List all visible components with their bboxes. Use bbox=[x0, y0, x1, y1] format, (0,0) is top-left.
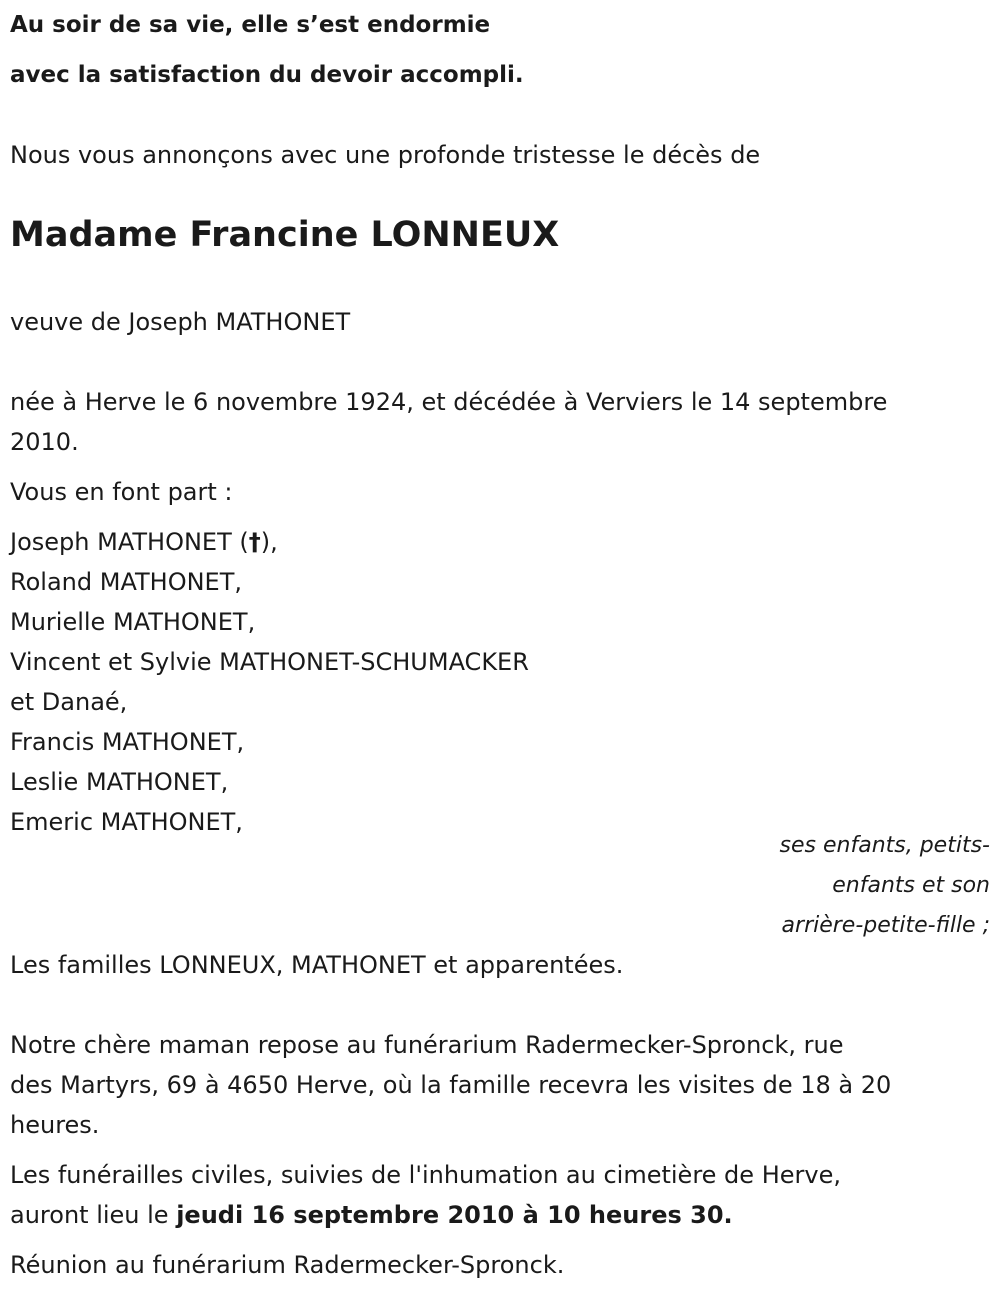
family-member-vincent: Vincent et Sylvie MATHONET-SCHUMACKER bbox=[10, 648, 529, 676]
announce-text: Vous en font part : bbox=[10, 478, 233, 506]
family-member-leslie: Leslie MATHONET, bbox=[10, 768, 229, 796]
family-member-francis: Francis MATHONET, bbox=[10, 728, 245, 756]
family-member-joseph-suffix: ), bbox=[260, 528, 278, 556]
family-member-joseph bbox=[10, 522, 278, 562]
funeral-line-1: Les funérailles civiles, suivies de l'inhumation au cimetière de Herve, bbox=[10, 1161, 841, 1189]
relation-line-2: enfants et son bbox=[832, 873, 990, 898]
dates-line-2: 2010. bbox=[10, 428, 79, 456]
funeral-line-2-prefix: auront lieu le bbox=[10, 1201, 177, 1229]
dagger-icon: † bbox=[248, 528, 261, 556]
families-text: Les familles LONNEUX, MATHONET et apparentées. bbox=[10, 951, 624, 979]
family-member-joseph-name: Joseph MATHONET ( bbox=[10, 528, 249, 556]
family-member-emeric: Emeric MATHONET, bbox=[10, 808, 243, 836]
meeting-text: Réunion au funérarium Radermecker-Spronck. bbox=[10, 1251, 565, 1279]
intro-text: Nous vous annonçons avec une profonde tristesse le décès de bbox=[10, 141, 761, 169]
repose-line-1: Notre chère maman repose au funérarium Radermecker-Spronck, rue bbox=[10, 1031, 844, 1059]
epigraph-line-2: avec la satisfaction du devoir accompli. bbox=[10, 62, 524, 88]
relation-line-1: ses enfants, petits- bbox=[779, 833, 990, 858]
repose-line-2: des Martyrs, 69 à 4650 Herve, où la famille recevra les visites de 18 à 20 bbox=[10, 1071, 892, 1099]
deceased-name: Madame Francine LONNEUX bbox=[10, 215, 560, 255]
family-member-murielle: Murielle MATHONET, bbox=[10, 608, 256, 636]
dates-line-1: née à Herve le 6 novembre 1924, et décédée à Verviers le 14 septembre bbox=[10, 388, 888, 416]
family-member-danae: et Danaé, bbox=[10, 688, 128, 716]
spouse-text: veuve de Joseph MATHONET bbox=[10, 308, 351, 336]
repose-line-3: heures. bbox=[10, 1111, 100, 1139]
relation-line-3: arrière-petite-fille ; bbox=[781, 913, 990, 938]
epigraph-line-1: Au soir de sa vie, elle s’est endormie bbox=[10, 12, 491, 38]
family-member-roland: Roland MATHONET, bbox=[10, 568, 242, 596]
funeral-line-2 bbox=[10, 1195, 733, 1235]
funeral-date-time: jeudi 16 septembre 2010 à 10 heures 30. bbox=[176, 1201, 733, 1229]
